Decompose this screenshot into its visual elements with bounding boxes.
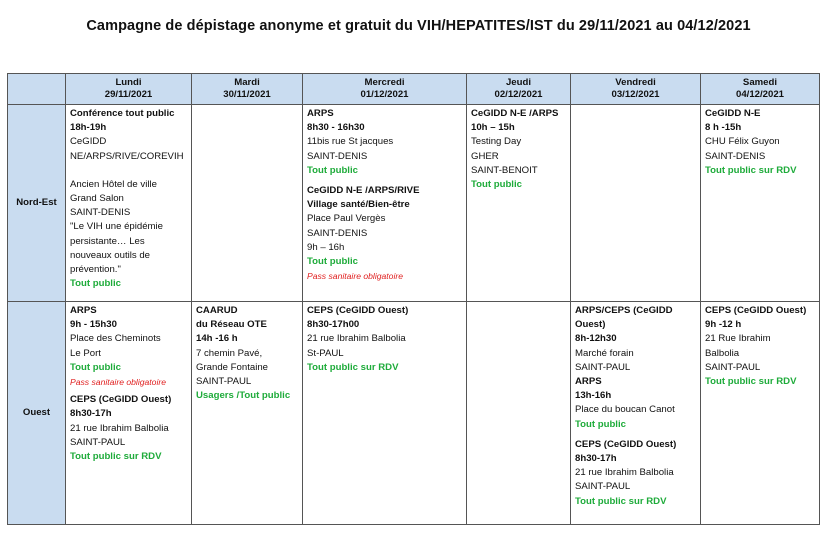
day-header-samedi: Samedi 04/12/2021: [701, 74, 820, 105]
cell-ouest-vendredi: ARPS/CEPS (CeGIDD Ouest) 8h-12h30 Marché forain SAINT-PAUL ARPS 13h-16h Place du boucan Canot Tout public CEPS (CeGIDD Ouest) 8h30-17h 21 rue Ibrahim Balbolia SAINT-PAUL Tout public sur RDV: [571, 302, 701, 525]
corner-cell: [8, 74, 66, 105]
region-nord-est: Nord-Est: [8, 105, 66, 302]
day-header-lundi: Lundi 29/11/2021: [66, 74, 192, 105]
page-title: Campagne de dépistage anonyme et gratuit du VIH/HEPATITES/IST du 29/11/2021 au 04/12/2021: [86, 18, 751, 34]
header-row: [8, 74, 820, 105]
day-header-jeudi: Jeudi 02/12/2021: [467, 74, 571, 105]
region-ouest: Ouest: [8, 302, 66, 525]
day-header-mardi: Mardi 30/11/2021: [192, 74, 303, 105]
day-header-vendredi: Vendredi 03/12/2021: [571, 74, 701, 105]
cell-ouest-mardi: CAARUD du Réseau OTE 14h -16 h 7 chemin Pavé, Grande Fontaine SAINT-PAUL Usagers /Tout public: [192, 302, 303, 525]
cell-nord-est-lundi: Conférence tout public 18h-19h CeGIDD NE/ARPS/RIVE/COREVIH Ancien Hôtel de ville Grand Salon SAINT-DENIS "Le VIH une épidémie persistante… Les nouveaux outils de prévention." Tout public: [66, 105, 192, 302]
schedule-table: [7, 73, 820, 525]
cell-ouest-samedi: CEPS (CeGIDD Ouest) 9h -12 h 21 Rue Ibrahim Balbolia SAINT-PAUL Tout public sur RDV: [701, 302, 820, 525]
cell-nord-est-mercredi: ARPS 8h30 - 16h30 11bis rue St jacques SAINT-DENIS Tout public CeGIDD N-E /ARPS/RIVE Village santé/Bien-être Place Paul Vergès SAINT-DENIS 9h – 16h Tout public Pass sanitaire obligatoire: [303, 105, 467, 302]
cell-nord-est-jeudi: CeGIDD N-E /ARPS 10h – 15h Testing Day GHER SAINT-BENOIT Tout public: [467, 105, 571, 302]
cell-nord-est-mardi: [192, 105, 303, 302]
cell-ouest-mercredi: CEPS (CeGIDD Ouest) 8h30-17h00 21 rue Ibrahim Balbolia St-PAUL Tout public sur RDV: [303, 302, 467, 525]
day-header-mercredi: Mercredi 01/12/2021: [303, 74, 467, 105]
row-ouest: [8, 302, 820, 525]
cell-ouest-jeudi: [467, 302, 571, 525]
cell-ouest-lundi: ARPS 9h - 15h30 Place des Cheminots Le Port Tout public Pass sanitaire obligatoire CEPS (CeGIDD Ouest) 8h30-17h 21 rue Ibrahim Balbolia SAINT-PAUL Tout public sur RDV: [66, 302, 192, 525]
cell-nord-est-samedi: CeGIDD N-E 8 h -15h CHU Félix Guyon SAINT-DENIS Tout public sur RDV: [701, 105, 820, 302]
cell-nord-est-vendredi: [571, 105, 701, 302]
row-nord-est: [8, 105, 820, 302]
